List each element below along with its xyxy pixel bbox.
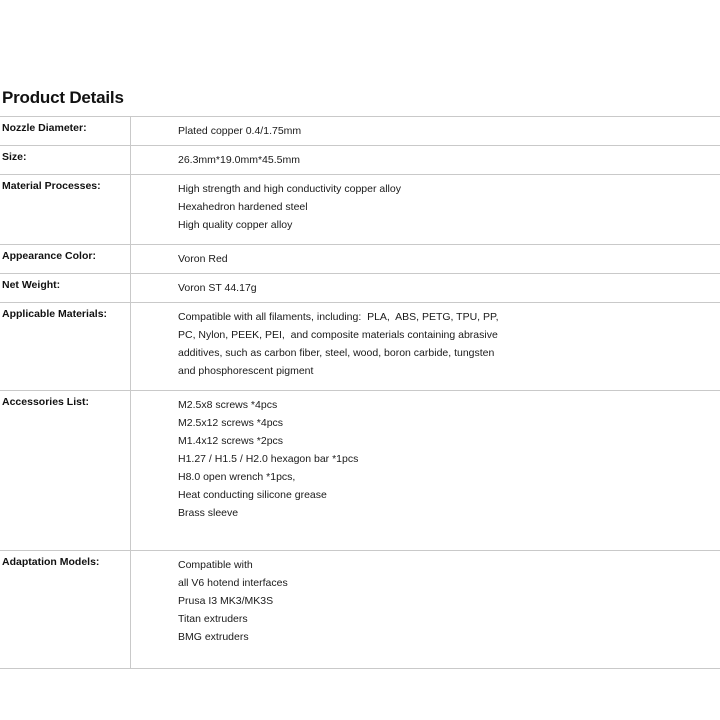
row-label: Accessories List: — [2, 396, 89, 408]
page-title: Product Details — [2, 88, 124, 107]
value-line: Heat conducting silicone grease — [178, 489, 327, 501]
row-value-cell — [131, 245, 720, 274]
value-line: H1.27 / H1.5 / H2.0 hexagon bar *1pcs — [178, 453, 359, 465]
row-value-cell — [131, 146, 720, 175]
table-body — [0, 117, 720, 669]
value-line: Plated copper 0.4/1.75mm — [178, 125, 302, 137]
table-row — [0, 175, 720, 245]
row-label-cell — [0, 117, 131, 146]
table-row — [0, 391, 720, 551]
row-value-cell — [131, 274, 720, 303]
row-label-cell — [0, 303, 131, 391]
table-row — [0, 245, 720, 274]
row-value-cell — [131, 391, 720, 551]
value-line: all V6 hotend interfaces — [178, 577, 288, 589]
row-values — [131, 245, 720, 273]
row-label-cell — [0, 175, 131, 245]
row-values — [131, 146, 720, 174]
value-line: Voron Red — [178, 253, 228, 265]
row-values — [131, 391, 720, 550]
row-label: Net Weight: — [2, 279, 61, 291]
row-values — [131, 551, 720, 668]
row-label-cell — [0, 551, 131, 669]
row-value-cell — [131, 303, 720, 391]
row-label-cell — [0, 274, 131, 303]
row-label: Applicable Materials: — [2, 308, 108, 320]
table-row — [0, 117, 720, 146]
product-details-table — [0, 116, 720, 669]
value-line: BMG extruders — [178, 631, 249, 643]
value-line: Voron ST 44.17g — [178, 282, 257, 294]
table-row — [0, 146, 720, 175]
value-line: Prusa I3 MK3/MK3S — [178, 595, 274, 607]
value-line: M2.5x12 screws *4pcs — [178, 417, 284, 429]
row-label-cell — [0, 391, 131, 551]
value-line: additives, such as carbon fiber, steel, wood, boron carbide, tungsten — [178, 347, 495, 359]
table-row — [0, 303, 720, 391]
row-label: Nozzle Diameter: — [2, 122, 87, 134]
row-spacer — [178, 652, 720, 658]
row-label-cell — [0, 245, 131, 274]
value-line: Hexahedron hardened steel — [178, 201, 308, 213]
row-values — [131, 175, 720, 244]
row-label: Material Processes: — [2, 180, 101, 192]
value-line: PC, Nylon, PEEK, PEI, and composite materials containing abrasive — [178, 329, 498, 341]
row-values — [131, 303, 720, 390]
row-value-cell — [131, 551, 720, 669]
row-label: Appearance Color: — [2, 250, 96, 262]
value-line: M1.4x12 screws *2pcs — [178, 435, 284, 447]
row-values — [131, 274, 720, 302]
value-line: Brass sleeve — [178, 507, 239, 519]
value-line: Compatible with all filaments, including: PLA, ABS, PETG, TPU, PP, — [178, 311, 499, 323]
value-line: High quality copper alloy — [178, 219, 293, 231]
row-spacer — [178, 534, 720, 540]
table-row — [0, 274, 720, 303]
value-line: M2.5x8 screws *4pcs — [178, 399, 278, 411]
value-line: Titan extruders — [178, 613, 248, 625]
value-line: 26.3mm*19.0mm*45.5mm — [178, 154, 300, 166]
row-label-cell — [0, 146, 131, 175]
row-values — [131, 117, 720, 145]
row-label: Size: — [2, 151, 27, 163]
row-label: Adaptation Models: — [2, 556, 100, 568]
table-row — [0, 551, 720, 669]
row-value-cell — [131, 175, 720, 245]
value-line: H8.0 open wrench *1pcs, — [178, 471, 296, 483]
row-value-cell — [131, 117, 720, 146]
value-line: High strength and high conductivity copper alloy — [178, 183, 401, 195]
value-line: Compatible with — [178, 559, 253, 571]
value-line: and phosphorescent pigment — [178, 365, 314, 377]
